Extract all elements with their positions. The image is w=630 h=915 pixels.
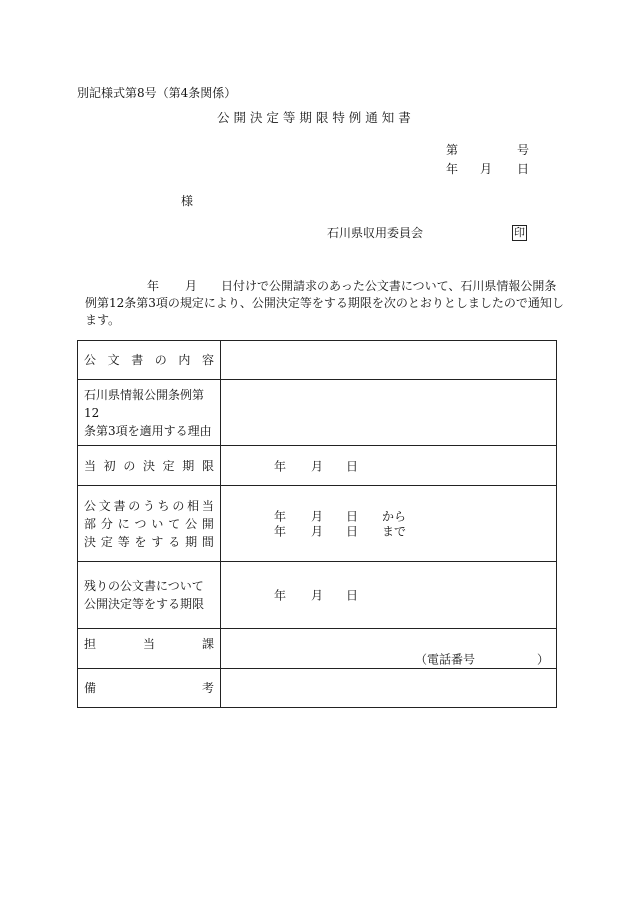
initial-year: 年 — [274, 459, 287, 473]
value-responsible-section[interactable] — [221, 629, 557, 669]
label-partial-period — [78, 486, 221, 562]
to-word: まで — [382, 524, 407, 539]
label-char: 当 — [84, 458, 97, 473]
label-char: の — [123, 458, 136, 473]
label-char: 間 — [201, 534, 214, 549]
label-char: 限 — [201, 458, 214, 473]
label-char: 定 — [162, 458, 175, 473]
label-char: う — [142, 498, 155, 513]
remaining-year: 年 — [274, 588, 287, 603]
reference-number-suffix: 号 — [517, 143, 530, 157]
from-word: から — [382, 509, 407, 524]
from-day: 日 — [346, 509, 359, 524]
label-reason-line1: 石川県情報公開条例第12 — [84, 387, 205, 420]
value-partial-period[interactable] — [221, 486, 557, 562]
label-char: の — [154, 353, 167, 367]
label-char: 書 — [131, 353, 144, 367]
phone-close: ） — [537, 652, 550, 667]
remaining-month: 月 — [311, 588, 324, 603]
seal-mark: 印 — [514, 226, 525, 239]
label-char: 定 — [100, 534, 113, 549]
row-responsible-section — [78, 629, 557, 669]
label-char: に — [117, 516, 130, 531]
label-char: 期 — [185, 534, 198, 549]
label-char: 初 — [103, 458, 116, 473]
label-char: 相 — [187, 498, 200, 513]
date-year: 年 — [446, 162, 459, 176]
label-char: の — [172, 498, 185, 513]
label-char: 等 — [117, 534, 130, 549]
label-char: 文 — [98, 498, 111, 513]
label-char: 決 — [142, 458, 155, 473]
label-char: 文 — [107, 353, 120, 367]
document-title: 公 開 決 定 等 期 限 特 例 通 知 書 — [217, 110, 411, 125]
row-document-content — [78, 341, 557, 380]
label-initial-deadline — [78, 446, 221, 486]
label-char: 当 — [201, 498, 214, 513]
label-remaining-line1: 残りの公文書について — [84, 579, 204, 593]
label-char: 容 — [201, 353, 214, 367]
form-number: 別記様式第8号（第4条関係） — [77, 86, 237, 100]
label-char: る — [168, 534, 181, 549]
to-year: 年 — [274, 524, 287, 539]
label-char: 内 — [178, 353, 191, 367]
label-char: 書 — [113, 498, 126, 513]
value-remaining-deadline[interactable] — [221, 562, 557, 629]
label-char: 公 — [185, 516, 198, 531]
remaining-day: 日 — [346, 588, 359, 603]
phone-label: （電話番号 — [415, 652, 476, 667]
label-char: す — [151, 534, 164, 549]
addressee-honorific: 様 — [181, 194, 194, 208]
label-char: て — [168, 516, 181, 531]
label-char: を — [134, 534, 147, 549]
label-responsible-section — [78, 629, 221, 669]
to-month: 月 — [311, 524, 324, 539]
row-remarks — [78, 669, 557, 708]
value-reason[interactable] — [221, 380, 557, 446]
from-year: 年 — [274, 509, 287, 524]
label-char: 分 — [100, 516, 113, 531]
sender-name: 石川県収用委員会 — [327, 226, 424, 240]
label-char: い — [151, 516, 164, 531]
label-char: 担 — [84, 636, 97, 651]
reference-number-prefix: 第 — [446, 143, 459, 157]
notice-form-table — [77, 340, 557, 708]
body-line3: ます。 — [85, 313, 121, 327]
to-day: 日 — [346, 524, 359, 539]
body-line2: 例第12条第3項の規定により、公開決定等をする期限を次のとおりとしましたので通知し — [85, 296, 564, 310]
label-char: 公 — [84, 498, 97, 513]
label-char: ち — [157, 498, 170, 513]
row-reason — [78, 380, 557, 446]
row-initial-deadline — [78, 446, 557, 486]
body-year: 年 — [147, 279, 160, 293]
value-remarks[interactable] — [221, 669, 557, 708]
initial-day: 日 — [346, 459, 359, 473]
date-month: 月 — [480, 162, 493, 176]
label-char: 課 — [201, 636, 214, 651]
from-month: 月 — [311, 509, 324, 524]
label-remaining-deadline — [78, 562, 221, 629]
label-char: 考 — [201, 681, 214, 695]
date-day: 日 — [517, 162, 530, 176]
initial-month: 月 — [311, 459, 324, 473]
value-initial-deadline[interactable] — [221, 446, 557, 486]
row-remaining-deadline — [78, 562, 557, 629]
label-char: 部 — [84, 516, 97, 531]
value-document-content[interactable] — [221, 341, 557, 380]
label-reason-line2: 条第3項を適用する理由 — [84, 423, 212, 438]
label-char: 決 — [84, 534, 97, 549]
label-char: 備 — [84, 681, 97, 695]
label-document-content — [78, 341, 221, 380]
label-char: 開 — [201, 516, 214, 531]
label-remaining-line2: 公開決定等をする期限 — [84, 597, 205, 611]
label-char: 公 — [84, 353, 97, 367]
row-partial-period — [78, 486, 557, 562]
label-reason — [78, 380, 221, 446]
body-month: 月 — [185, 279, 198, 293]
label-char: 期 — [182, 458, 195, 473]
body-line1: 日付けで公開請求のあった公文書について、石川県情報公開条 — [221, 279, 557, 293]
label-char: つ — [134, 516, 147, 531]
label-char: の — [128, 498, 141, 513]
label-remarks — [78, 669, 221, 708]
label-char: 当 — [142, 636, 155, 651]
